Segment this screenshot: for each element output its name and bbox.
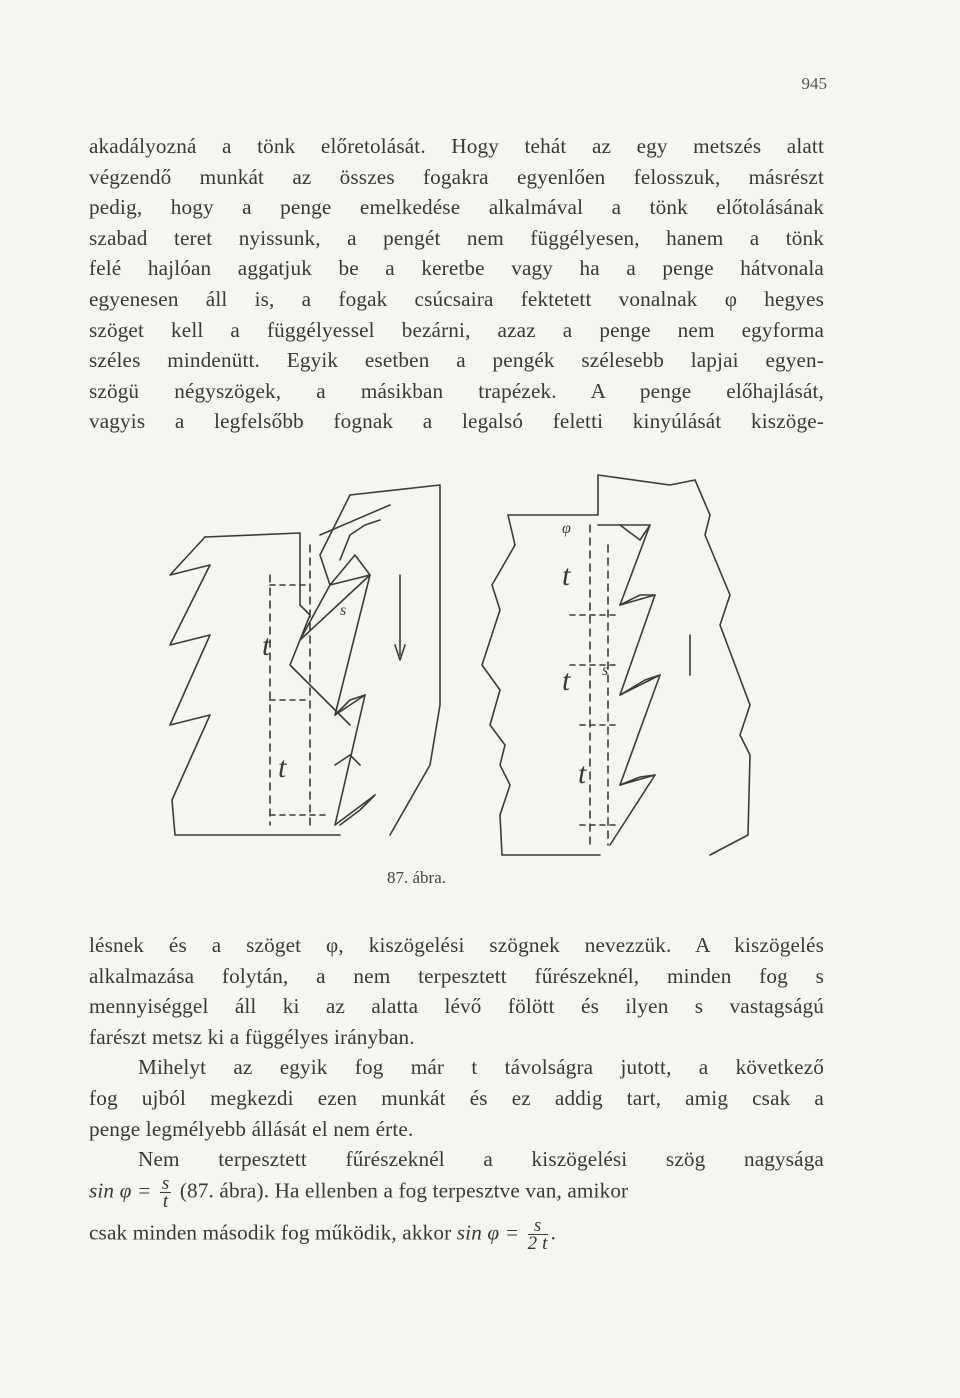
bottom-paragraphs bbox=[89, 930, 824, 1259]
figure-caption: 87. ábra. bbox=[387, 868, 447, 887]
formula-leading-text: csak minden második fog működik, akkor bbox=[89, 1220, 452, 1245]
text-line: Mihelyt az egyik fog már t távolságra jutott, a következő bbox=[138, 1055, 824, 1080]
text-line: penge legmélyebb állását el nem érte. bbox=[89, 1116, 414, 1141]
label-phi-right: φ bbox=[562, 520, 571, 537]
text-line: szöget kell a függélyessel bezárni, azaz a penge nem egyforma bbox=[89, 317, 824, 342]
label-s-right: s bbox=[602, 662, 609, 679]
text-line: alkalmazása folytán, a nem terpesztett fűrészeknél, minden fog s bbox=[89, 963, 824, 988]
fraction-numerator: s bbox=[161, 1172, 170, 1194]
formula-trailing-text: (87. ábra). Ha ellenben a fog terpesztve van, amikor bbox=[179, 1178, 629, 1203]
text-line: Nem terpesztett fűrészeknél a kiszögelési szög nagysága bbox=[138, 1147, 824, 1172]
text-line: lésnek és a szöget φ, kiszögelési szögnek nevezzük. A kiszögelés bbox=[89, 933, 824, 957]
fraction-s-over-2t bbox=[527, 1214, 548, 1254]
text-line: vagyis a legfelsőbb fognak a legalsó feletti kinyúlását kiszöge- bbox=[89, 409, 824, 434]
formula-line-1 bbox=[89, 1172, 824, 1217]
fraction-denominator: 2 t bbox=[527, 1232, 548, 1254]
top-paragraph bbox=[89, 131, 824, 437]
fraction-numerator: s bbox=[528, 1217, 548, 1235]
saw-teeth-diagram bbox=[150, 465, 780, 875]
label-t-right-3: t bbox=[578, 757, 587, 790]
text-line: pedig, hogy a penge emelkedése alkalmával a tönk előtolásának bbox=[89, 195, 824, 220]
formula-lhs: sin φ = bbox=[89, 1178, 152, 1203]
label-t-right-1: t bbox=[562, 559, 571, 592]
label-t-left-lower: t bbox=[278, 751, 287, 784]
text-line: akadályozná a tönk előretolását. Hogy tehát az egy metszés alatt bbox=[89, 134, 824, 158]
formula-lhs: sin φ = bbox=[456, 1220, 520, 1245]
formula-end-period: . bbox=[550, 1220, 557, 1245]
fraction-denominator: t bbox=[162, 1190, 169, 1212]
text-line: farészt metsz ki a függélyes irányban. bbox=[89, 1024, 415, 1049]
label-s-left: s bbox=[340, 602, 347, 619]
text-line: végzendő munkát az összes fogakra egyenlően felosszuk, másrészt bbox=[89, 164, 824, 189]
text-line: szabad teret nyissunk, a pengét nem függélyesen, hanem a tönk bbox=[89, 225, 824, 250]
fraction-s-over-t bbox=[160, 1172, 172, 1212]
text-line: széles mindenütt. Egyik esetben a pengék szélesebb lapjai egyen- bbox=[89, 348, 824, 373]
text-line: egyenesen áll is, a fogak csúcsaira fektetett vonalnak φ hegyes bbox=[89, 286, 824, 311]
text-line: felé hajlóan aggatjuk be a keretbe vagy ha a penge hátvonala bbox=[89, 256, 824, 281]
text-line: szögü négyszögek, a másikban trapézek. A penge előhajlását, bbox=[89, 378, 824, 403]
text-line: fog ujból megkezdi ezen munkát és ez addig tart, amig csak a bbox=[89, 1085, 824, 1110]
saw-teeth-figure bbox=[150, 465, 780, 875]
text-line: mennyiséggel áll ki az alatta lévő fölött és ilyen s vastagságú bbox=[89, 994, 824, 1019]
formula-line-2 bbox=[89, 1214, 824, 1259]
page-number: 945 bbox=[801, 74, 827, 93]
label-t-right-2: t bbox=[562, 664, 571, 697]
label-t-left-upper: t bbox=[262, 629, 271, 662]
